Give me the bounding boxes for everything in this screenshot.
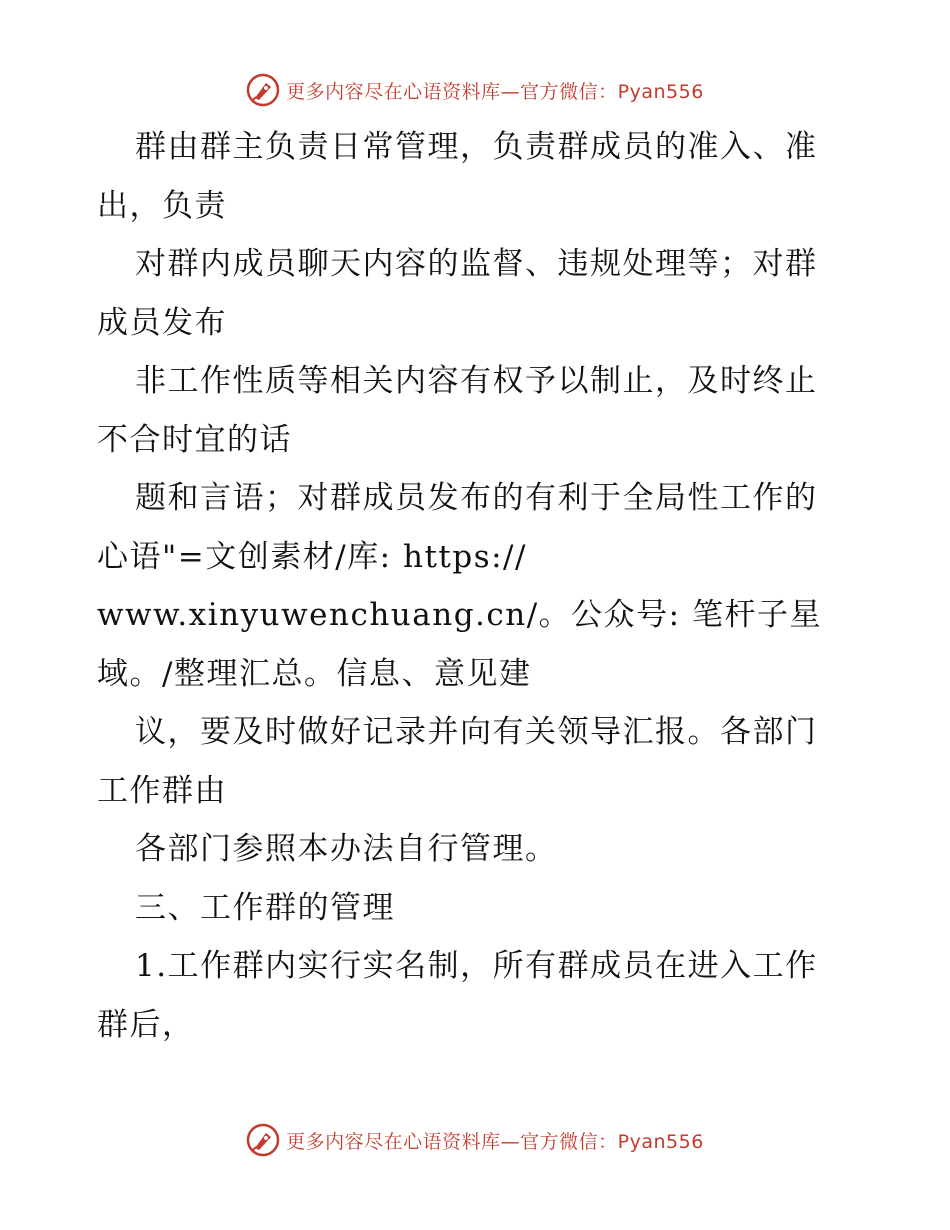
text-line: 1.工作群内实行实名制，所有群成员在进入工作 [135, 948, 818, 984]
text-line: 非工作性质等相关内容有权予以制止，及时终止 [135, 363, 818, 399]
watermark-text: 更多内容尽在心语资料库—官方微信：Pyan556 [286, 80, 704, 103]
header-watermark [0, 70, 950, 110]
text-line: 域。/整理汇总。信息、意见建 [97, 655, 532, 692]
pen-nib-icon [246, 1123, 280, 1157]
document-body [97, 118, 857, 1054]
text-line: 对群内成员聊天内容的监督、违规处理等；对群 [135, 246, 818, 282]
text-line: 群后， [97, 1006, 195, 1043]
text-line: 群由群主负责日常管理，负责群成员的准入、准 [135, 129, 818, 165]
text-line: 心语"=文创素材/库: https:// [97, 538, 527, 575]
text-line: 出，负责 [97, 187, 227, 224]
text-line: 议，要及时做好记录并向有关领导汇报。各部门 [135, 714, 818, 750]
section-heading: 三、工作群的管理 [135, 889, 395, 926]
text-line: 不合时宜的话 [97, 421, 292, 458]
footer-watermark [0, 1120, 950, 1160]
text-line: 题和言语；对群成员发布的有利于全局性工作的 [135, 480, 818, 516]
watermark-text: 更多内容尽在心语资料库—官方微信：Pyan556 [286, 1130, 704, 1153]
text-line: 成员发布 [97, 304, 227, 341]
pen-nib-icon [246, 73, 280, 107]
text-line: 工作群由 [97, 772, 227, 809]
text-line: 各部门参照本办法自行管理。 [135, 831, 558, 867]
text-line-url: www.xinyuwenchuang.cn/。公众号: 笔杆子星 [97, 597, 822, 633]
